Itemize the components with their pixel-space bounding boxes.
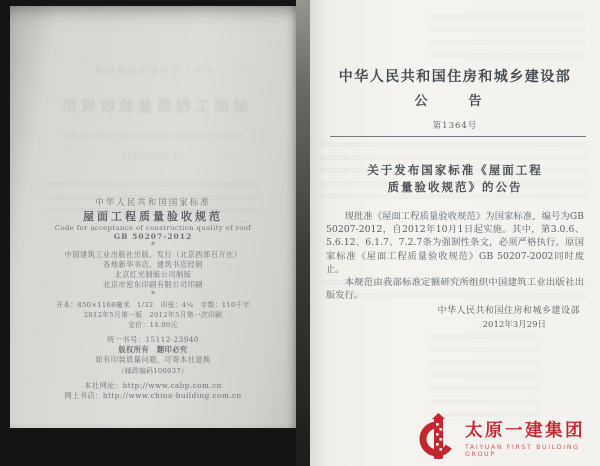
ghost-band-right-top [430, 14, 585, 60]
colophon-publisher: 中国建筑工业出版社出版、发行（北京西郊百万庄） [64, 250, 242, 259]
colophon-title-cn: 屋面工程质量验收规范 [83, 210, 223, 223]
announcement-date: 2012年3月29日 [482, 320, 546, 330]
colophon-plate-maker: 北京红光制版公司制版 [114, 270, 192, 279]
colophon-postcode: （邮政编码100037） [117, 367, 189, 375]
ghost-cover-text [10, 64, 296, 161]
colophon-book-number: 统一书号：15112·23940 [107, 335, 199, 344]
announcement-doc-type: 公 告 [414, 94, 496, 109]
company-name-en: TAIYUAN FIRST BUILDING GROUP [465, 443, 580, 458]
colophon-separator-star-2: * [151, 290, 155, 299]
announcement-issuer: 中华人民共和国住房和城乡建设部 [338, 69, 572, 85]
ghost-cover-line-code: GB 50207-2012 [121, 152, 185, 161]
announcement-paragraph-1: 现批准《屋面工程质量验收规范》为国家标准，编号为GB 50207-2012，自2012年10月1日起实施。其中，第3.0.6、5.6.12、6.1.7、7.2.7条为强制性条文，必须严格执行。原国家标准《屋面工程质量验收规范》GB 50207-2002同时废止。 [326, 211, 584, 275]
announcement-number: 第1364号 [432, 121, 478, 131]
colophon-series: 中华人民共和国国家标准 [95, 198, 211, 208]
colophon-separator-star: * [151, 241, 155, 250]
colophon-edition: 2012年5月第一版 2012年5月第一次印刷 [83, 311, 223, 319]
announcement-title-line2: 质量验收规范》的公告 [387, 180, 523, 194]
colophon-return-notice: 如有印装质量问题，可寄本社退换 [95, 355, 211, 364]
taiyuan-first-building-group-logo-icon [418, 413, 458, 461]
colophon-copyright-notice: 版权所有 翻印必究 [118, 345, 188, 354]
colophon-online-bookstore: 网上书店：http://www.china-building.com.cn [64, 391, 242, 400]
page-gutter-shadow [296, 0, 310, 466]
announcement-title-line1: 关于发布国家标准《屋面工程 [367, 163, 543, 177]
colophon-block [10, 196, 296, 401]
ghost-cover-line-title: 屋面工程质量验收规范 [58, 97, 249, 115]
colophon-price: 定价：14.00元 [128, 321, 178, 329]
announcement-divider-rule [330, 136, 586, 137]
company-name-cn: 太原一建集团 [465, 420, 585, 441]
announcement-paragraph-2: 本规范由我部标准定额研究所组织中国建筑工业出版社出版发行。 [326, 277, 584, 302]
announcement-title [318, 162, 592, 196]
colophon-printer: 北京市密东印刷有限公司印刷 [103, 280, 203, 289]
colophon-title-en: Code for acceptance of construction quality of roof [54, 224, 252, 232]
ghost-cover-line-english: Code for acceptance of construction quality of roof [62, 132, 244, 140]
colophon-format: 开本：850×1168毫米 1/32 印张：4¼ 字数：110千字 [56, 301, 250, 309]
ghost-cover-line-series: 中华人民共和国国家标准 [92, 67, 214, 77]
company-watermark [418, 408, 600, 466]
colophon-standard-code: GB 50207-2012 [113, 232, 193, 241]
colophon-website: 本社网址：http://www.cabp.com.cn [84, 381, 222, 390]
left-page [10, 6, 296, 428]
colophon-distributor: 各地新华书店、建筑书店经销 [103, 260, 203, 269]
announcement-body [326, 210, 584, 302]
announcement-signature: 中华人民共和国住房和城乡建设部 [437, 306, 580, 316]
